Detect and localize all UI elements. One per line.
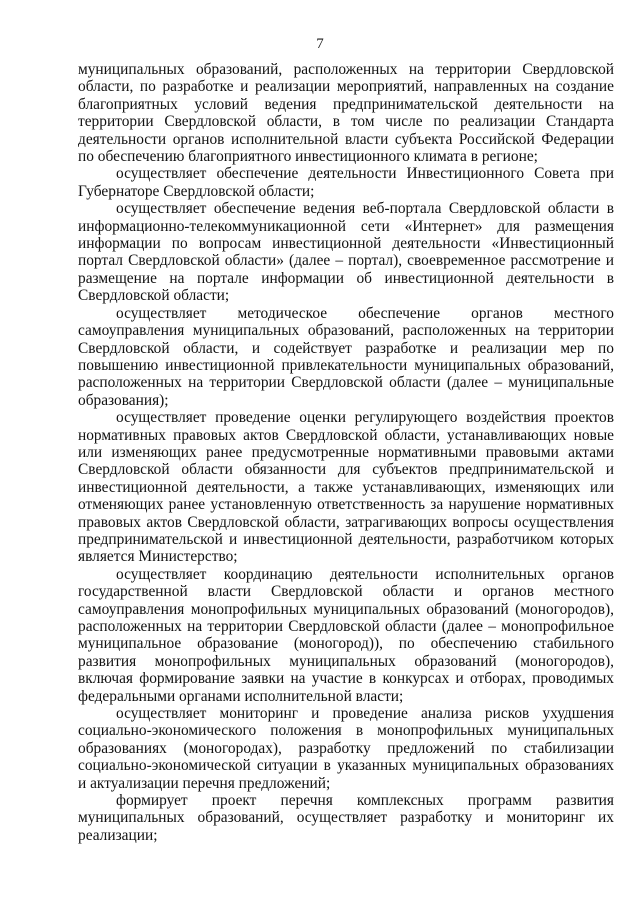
document-body [78, 61, 614, 844]
paragraph-investment-council: осуществляет обеспечение деятельности Инвестиционного Совета при Губернаторе Свердловской области; [78, 165, 614, 200]
paragraph-monitoring-risks: осуществляет мониторинг и проведение анализа рисков ухудшения социально-экономического положения в монопрофильных муниципальных образованиях (моногородах), разработку предложений по стабилизации социально-экономической ситуации в указанных муниципальных образованиях и актуализации перечня предложений; [78, 705, 614, 792]
paragraph-web-portal: осуществляет обеспечение ведения веб-портала Свердловской области в информационно-телекоммуникационной сети «Интернет» для размещения информации по вопросам инвестиционной деятельности «Инвестиционный портал Свердловской области» (далее – портал), своевременное рассмотрение и размещение на портале информации об инвестиционной деятельности в Свердловской области; [78, 200, 614, 305]
paragraph-continuation: муниципальных образований, расположенных на территории Свердловской области, по разработке и реализации мероприятий, направленных на создание благоприятных условий ведения предпринимательской деятельности на территории Свердловской области, в том числе по реализации Стандарта деятельности органов исполнительной власти субъекта Российской Федерации по обеспечению благоприятного инвестиционного климата в регионе; [78, 61, 614, 166]
paragraph-monotowns-coordination: осуществляет координацию деятельности исполнительных органов государственной власти Свердловской области и органов местного самоуправления монопрофильных муниципальных образований (моногородов), расположенных на территории Свердловской области (далее – монопрофильное муниципальное образование (моногород)), по обеспечению стабильного развития монопрофильных муниципальных образований (моногородов), включая формирование заявки на участие в конкурсах и отборах, проводимых федеральными органами исполнительной власти; [78, 565, 614, 705]
paragraph-regulatory-impact: осуществляет проведение оценки регулирующего воздействия проектов нормативных правовых актов Свердловской области, устанавливающих новые или изменяющих ранее предусмотренные нормативными правовыми актами Свердловской области обязанности для субъектов предпринимательской и инвестиционной деятельности, а также устанавливающих, изменяющих или отменяющих ранее установленную ответственность за нарушение нормативных правовых актов Свердловской области, затрагивающих вопросы осуществления предпринимательской и инвестиционной деятельности, разработчиком которых является Министерство; [78, 409, 614, 566]
page-number: 7 [316, 36, 324, 52]
paragraph-development-programs: формирует проект перечня комплексных программ развития муниципальных образований, осуществляет разработку и мониторинг их реализации; [78, 792, 614, 844]
paragraph-methodical-support: осуществляет методическое обеспечение органов местного самоуправления муниципальных образований, расположенных на территории Свердловской области, и содействует разработке и реализации мер по повышению инвестиционной привлекательности муниципальных образований, расположенных на территории Свердловской области (далее – муниципальные образования); [78, 304, 614, 409]
